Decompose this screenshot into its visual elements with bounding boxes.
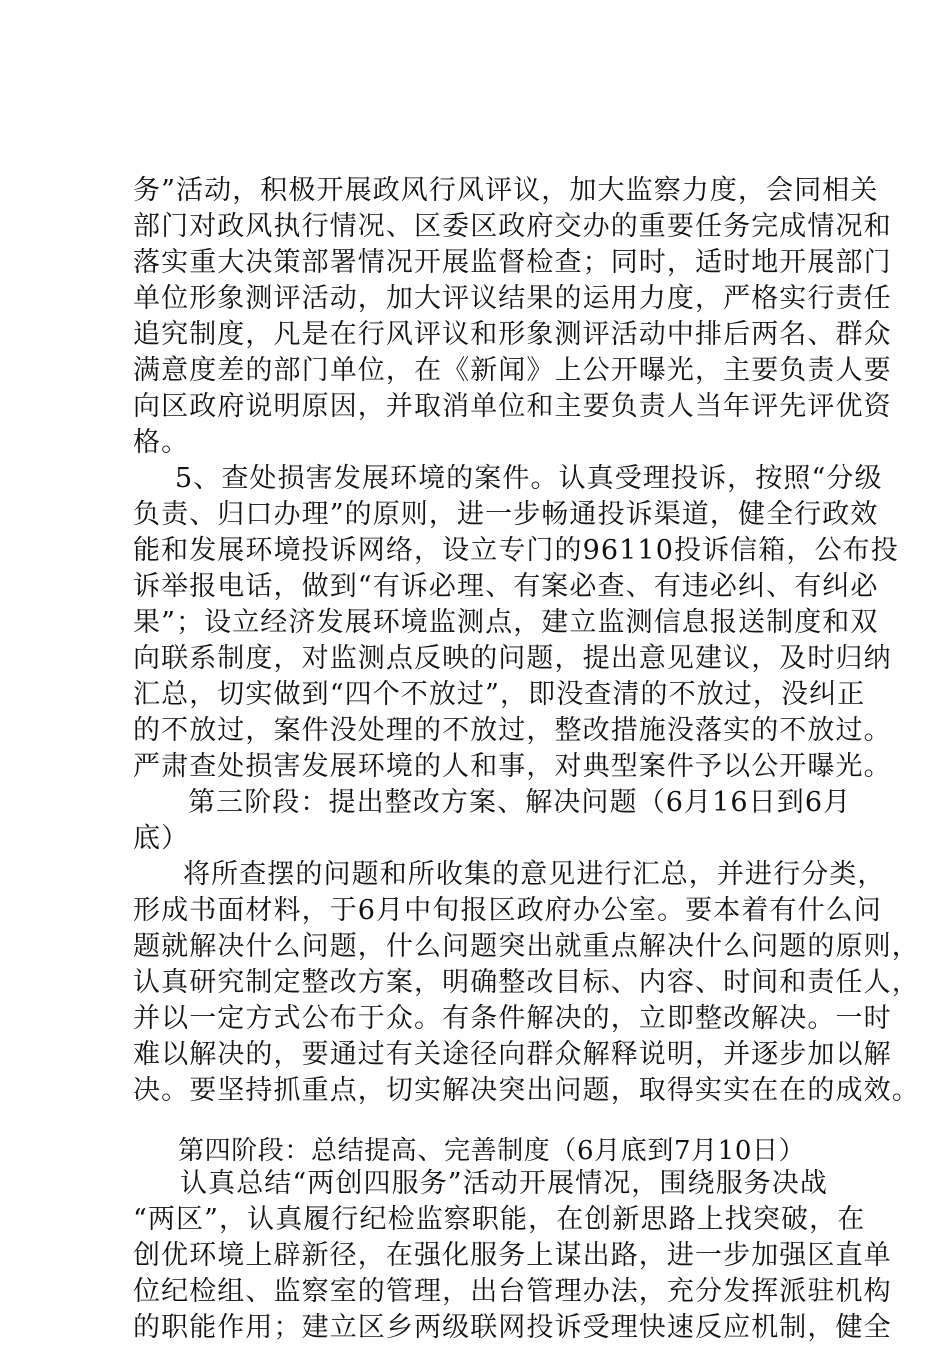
body-text-line: 认真研究制定整改方案，明确整改目标、内容、时间和责任人，: [133, 967, 920, 998]
body-text-line: 向区政府说明原因，并取消单位和主要负责人当年评先评优资: [133, 391, 892, 422]
body-text-line: 果”；设立经济发展环境监测点，建立监测信息报送制度和双: [133, 607, 879, 638]
body-text-line: 位纪检组、监察室的管理，出台管理办法，充分发挥派驻机构: [133, 1276, 892, 1307]
phase-heading-continuation: 底）: [133, 823, 190, 854]
body-text-line: 并以一定方式公布于众。有条件解决的，立即整改解决。一时: [133, 1003, 892, 1034]
body-text-line: 格。: [133, 427, 190, 458]
phase-heading: 第四阶段：总结提高、完善制度（6月底到7月10日）: [178, 1136, 806, 1166]
body-text-line: 能和发展环境投诉网络，设立专门的96110投诉信箱，公布投: [133, 535, 899, 566]
body-text-line: 形成书面材料，于6月中旬报区政府办公室。要本着有什么问: [133, 895, 882, 926]
body-text-line: 满意度差的部门单位，在《新闻》上公开曝光，主要负责人要: [133, 355, 892, 386]
body-text-line: 难以解决的，要通过有关途径向群众解释说明，并逐步加以解: [133, 1039, 892, 1070]
body-text-line: 题就解决什么问题，什么问题突出就重点解决什么问题的原则，: [133, 931, 920, 962]
body-text-line: 追究制度，凡是在行风评议和形象测评活动中排后两名、群众: [133, 319, 892, 350]
body-text-line: 落实重大决策部署情况开展监督检查；同时，适时地开展部门: [133, 247, 892, 278]
body-text-line: 的不放过，案件没处理的不放过，整改措施没落实的不放过。: [133, 715, 892, 746]
body-text-line: 部门对政风执行情况、区委区政府交办的重要任务完成情况和: [133, 211, 892, 242]
body-text-line: 严肃查处损害发展环境的人和事，对典型案件予以公开曝光。: [133, 751, 892, 782]
body-text-line: 单位形象测评活动，加大评议结果的运用力度，严格实行责任: [133, 283, 892, 314]
body-text-line: 的职能作用；建立区乡两级联网投诉受理快速反应机制，健全: [133, 1312, 892, 1343]
section-item-heading: 5、查处损害发展环境的案件。认真受理投诉，按照“分级: [175, 463, 883, 494]
body-text-line: 创优环境上辟新径，在强化服务上谋出路，进一步加强区直单: [133, 1240, 892, 1271]
body-text-line: “两区”，认真履行纪检监察职能，在创新思路上找突破，在: [133, 1204, 866, 1235]
body-text-line: 决。要坚持抓重点，切实解决突出问题，取得实实在在的成效。: [133, 1075, 920, 1106]
phase-heading: 第三阶段：提出整改方案、解决问题（6月16日到6月: [188, 787, 852, 818]
body-text-line: 诉举报电话，做到“有诉必理、有案必查、有违必纠、有纠必: [133, 571, 879, 602]
body-text-line: 务”活动，积极开展政风行风评议，加大监察力度，会同相关: [133, 175, 879, 206]
body-text-line: 向联系制度，对监测点反映的问题，提出意见建议，及时归纳: [133, 643, 892, 674]
body-text-line: 负责、归口办理”的原则，进一步畅通投诉渠道，健全行政效: [133, 499, 879, 530]
body-text-line: 认真总结“两创四服务”活动开展情况，围绕服务决战: [180, 1168, 829, 1199]
body-text-line: 汇总，切实做到“四个不放过”，即没查清的不放过，没纠正: [133, 679, 866, 710]
body-text-line: 将所查摆的问题和所收集的意见进行汇总，并进行分类，: [183, 859, 886, 890]
